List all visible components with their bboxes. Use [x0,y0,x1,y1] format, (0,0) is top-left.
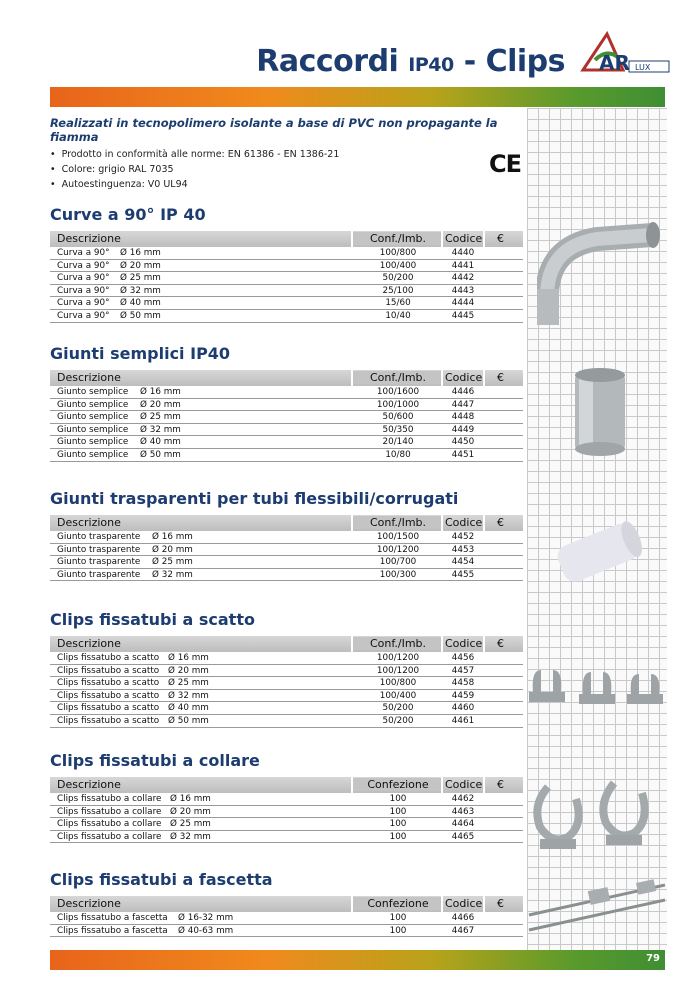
row-packaging: 100/800 [379,678,417,689]
header-euro: € [497,637,504,650]
row-packaging: 50/600 [382,412,414,423]
row-code: 4460 [451,703,475,714]
table-row [50,449,523,462]
table-row [50,652,523,665]
bottom-color-bar [50,950,665,970]
row-diameter: Ø 25 mm [120,273,161,284]
intro-bullet: • Colore: grigio RAL 7035 [50,162,530,177]
row-diameter: Ø 32 mm [140,424,181,435]
row-code: 4457 [451,665,475,676]
header-separator [441,231,443,247]
row-description: Curva a 90° [57,285,110,296]
table-header [50,370,523,386]
row-description: Curva a 90° [57,298,110,309]
row-description: Clips fissatubo a fascetta [57,925,168,936]
row-description: Clips fissatubo a fascetta [57,913,168,923]
intro-bullets [50,147,530,192]
header-separator [351,370,353,386]
header-descrizione: Descrizione [57,232,121,245]
table-row [50,544,523,557]
header-codice: Codice [445,778,483,791]
table-row [50,297,523,310]
row-packaging: 100 [389,831,407,842]
section-title: Giunti trasparenti per tubi flessibili/corrugati [50,489,459,508]
table-row [50,702,523,715]
row-description: Clips fissatubo a collare [57,831,162,842]
arlux-logo [575,30,675,80]
table-row [50,690,523,703]
section-title: Giunti semplici IP40 [50,344,231,363]
row-diameter: Ø 16 mm [168,653,209,663]
header-separator [483,231,485,247]
header-confezione: Conf./Imb. [353,371,443,384]
row-packaging: 50/200 [382,273,414,284]
row-description: Clips fissatubo a collare [57,806,162,817]
table-row [50,424,523,437]
header-descrizione: Descrizione [57,778,121,791]
row-diameter: Ø 32 mm [152,569,193,580]
row-code: 4440 [451,248,475,258]
row-diameter: Ø 50 mm [168,715,209,726]
table-header [50,896,523,912]
header-separator [351,896,353,912]
row-diameter: Ø 40 mm [168,703,209,714]
row-description: Clips fissatubo a scatto [57,665,160,676]
header-codice: Codice [445,897,483,910]
row-packaging: 10/40 [385,310,411,321]
row-code: 4466 [451,913,475,923]
row-packaging: 100/400 [379,260,417,271]
row-description: Clips fissatubo a scatto [57,690,160,701]
row-diameter: Ø 32 mm [168,690,209,701]
row-diameter: Ø 16 mm [170,794,211,804]
table-row [50,310,523,323]
row-diameter: Ø 25 mm [168,678,209,689]
row-description: Curva a 90° [57,273,110,284]
table-row [50,399,523,412]
table-row [50,715,523,728]
row-diameter: Ø 25 mm [140,412,181,423]
row-packaging: 100/1200 [376,665,420,676]
page-title [256,44,565,79]
row-diameter: Ø 50 mm [140,449,181,460]
header-confezione: Confezione [353,778,443,791]
row-packaging: 100/1500 [376,532,420,542]
table-row [50,260,523,273]
section [50,489,523,581]
row-code: 4452 [451,532,475,542]
ce-mark: CE [489,150,522,178]
header-confezione: Confezione [353,897,443,910]
row-packaging: 15/60 [385,298,411,309]
intro-bullet: • Prodotto in conformità alle norme: EN 61386 - EN 1386-21 [50,147,530,162]
row-code: 4463 [451,806,475,817]
table-row [50,925,523,938]
giunto-trasparente-image [550,512,645,587]
title-rest: - Clips [463,44,565,79]
row-diameter: Ø 20 mm [152,544,193,555]
title-main: Raccordi [256,44,399,79]
row-packaging: 100 [389,806,407,817]
intro-block [50,116,530,192]
row-code: 4448 [451,412,475,423]
section [50,344,523,462]
row-description: Giunto trasparente [57,532,141,542]
row-packaging: 100 [389,794,407,804]
header-codice: Codice [445,371,483,384]
intro-heading: Realizzati in tecnopolimero isolante a base di PVC non propagante la fiamma [50,116,498,144]
table-row [50,912,523,925]
row-code: 4449 [451,424,475,435]
row-diameter: Ø 16 mm [120,248,161,258]
row-packaging: 10/80 [385,449,411,460]
row-packaging: 100/800 [379,248,417,258]
row-code: 4442 [451,273,475,284]
section-title: Curve a 90° IP 40 [50,205,206,224]
row-diameter: Ø 32 mm [120,285,161,296]
row-code: 4467 [451,925,475,936]
row-packaging: 100/1600 [376,387,420,397]
header-separator [441,896,443,912]
section [50,751,523,843]
header-separator [483,777,485,793]
row-diameter: Ø 16 mm [152,532,193,542]
table-header [50,231,523,247]
table-row [50,272,523,285]
row-code: 4456 [451,653,475,663]
row-code: 4461 [451,715,475,726]
header-separator [441,636,443,652]
row-code: 4451 [451,449,475,460]
table-row [50,285,523,298]
row-packaging: 100/300 [379,569,417,580]
section [50,870,523,937]
header-codice: Codice [445,637,483,650]
header-descrizione: Descrizione [57,637,121,650]
header-codice: Codice [445,232,483,245]
header-euro: € [497,232,504,245]
table-row [50,386,523,399]
row-code: 4462 [451,794,475,804]
row-description: Giunto trasparente [57,544,141,555]
header-confezione: Conf./Imb. [353,637,443,650]
svg-text:AR: AR [599,51,630,75]
header-confezione: Conf./Imb. [353,232,443,245]
row-diameter: Ø 32 mm [170,831,211,842]
row-description: Giunto semplice [57,437,129,448]
clips-scatto-image [527,662,667,710]
table-row [50,818,523,831]
row-description: Clips fissatubo a scatto [57,703,160,714]
header-separator [351,777,353,793]
row-description: Clips fissatubo a scatto [57,678,160,689]
clips-fascetta-image [527,875,667,945]
table-row [50,569,523,582]
header-separator [483,896,485,912]
row-diameter: Ø 40 mm [140,437,181,448]
title-small: IP40 [408,54,454,76]
row-diameter: Ø 25 mm [152,557,193,568]
row-diameter: Ø 20 mm [140,399,181,410]
header-euro: € [497,371,504,384]
logo-text: LUX [635,63,651,72]
row-description: Clips fissatubo a scatto [57,653,160,663]
row-code: 4453 [451,544,475,555]
row-code: 4465 [451,831,475,842]
row-description: Giunto trasparente [57,569,141,580]
intro-bullet: • Autoestinguenza: V0 UL94 [50,177,530,192]
row-description: Clips fissatubo a collare [57,794,162,804]
row-diameter: Ø 50 mm [120,310,161,321]
section [50,205,523,323]
row-diameter: Ø 20 mm [168,665,209,676]
row-packaging: 100/1200 [376,544,420,555]
row-packaging: 25/100 [382,285,414,296]
row-packaging: 50/200 [382,715,414,726]
section-title: Clips fissatubi a collare [50,751,260,770]
row-diameter: Ø 20 mm [120,260,161,271]
section-title: Clips fissatubi a fascetta [50,870,273,889]
row-description: Giunto semplice [57,399,129,410]
row-code: 4464 [451,819,475,830]
row-description: Giunto semplice [57,412,129,423]
row-packaging: 50/350 [382,424,414,435]
row-packaging: 100/400 [379,690,417,701]
header-separator [351,231,353,247]
header-separator [351,636,353,652]
giunto-semplice-image [565,365,635,460]
row-code: 4458 [451,678,475,689]
row-diameter: Ø 16 mm [140,387,181,397]
table-row [50,793,523,806]
row-code: 4441 [451,260,475,271]
row-diameter: Ø 16-32 mm [178,913,234,923]
header-confezione: Conf./Imb. [353,516,443,529]
row-packaging: 50/200 [382,703,414,714]
row-packaging: 100 [389,819,407,830]
table-header [50,515,523,531]
row-code: 4447 [451,399,475,410]
row-diameter: Ø 25 mm [170,819,211,830]
row-description: Clips fissatubo a collare [57,819,162,830]
section-title: Clips fissatubi a scatto [50,610,255,629]
row-diameter: Ø 20 mm [170,806,211,817]
header-euro: € [497,897,504,910]
row-description: Clips fissatubo a scatto [57,715,160,726]
header-euro: € [497,516,504,529]
header-separator [483,515,485,531]
table-row [50,677,523,690]
table-header [50,636,523,652]
row-description: Giunto semplice [57,424,129,435]
header-separator [351,515,353,531]
header-descrizione: Descrizione [57,371,121,384]
curve-90-image [537,217,667,329]
row-code: 4455 [451,569,475,580]
row-code: 4446 [451,387,475,397]
header-separator [483,636,485,652]
table-header [50,777,523,793]
table-row [50,436,523,449]
row-description: Giunto trasparente [57,557,141,568]
row-packaging: 100/1200 [376,653,420,663]
row-code: 4445 [451,310,475,321]
row-description: Curva a 90° [57,260,110,271]
table-row [50,411,523,424]
row-description: Curva a 90° [57,248,110,258]
table-row [50,831,523,844]
row-packaging: 100 [389,913,407,923]
header-separator [483,370,485,386]
page-number: 79 [646,953,660,964]
row-diameter: Ø 40 mm [120,298,161,309]
row-packaging: 20/140 [382,437,414,448]
row-packaging: 100 [389,925,407,936]
clips-collare-image [530,775,665,855]
row-description: Giunto semplice [57,387,129,397]
row-description: Giunto semplice [57,449,129,460]
header-euro: € [497,778,504,791]
row-description: Curva a 90° [57,310,110,321]
table-row [50,531,523,544]
header-separator [441,515,443,531]
table-row [50,665,523,678]
row-code: 4443 [451,285,475,296]
row-packaging: 100/1000 [376,399,420,410]
table-row [50,556,523,569]
header-descrizione: Descrizione [57,897,121,910]
row-code: 4454 [451,557,475,568]
table-row [50,806,523,819]
table-row [50,247,523,260]
row-diameter: Ø 40-63 mm [178,925,234,936]
section [50,610,523,728]
header-separator [441,777,443,793]
header-codice: Codice [445,516,483,529]
row-code: 4444 [451,298,475,309]
row-code: 4450 [451,437,475,448]
row-packaging: 100/700 [379,557,417,568]
header-separator [441,370,443,386]
header-descrizione: Descrizione [57,516,121,529]
top-color-bar [50,87,665,107]
row-code: 4459 [451,690,475,701]
